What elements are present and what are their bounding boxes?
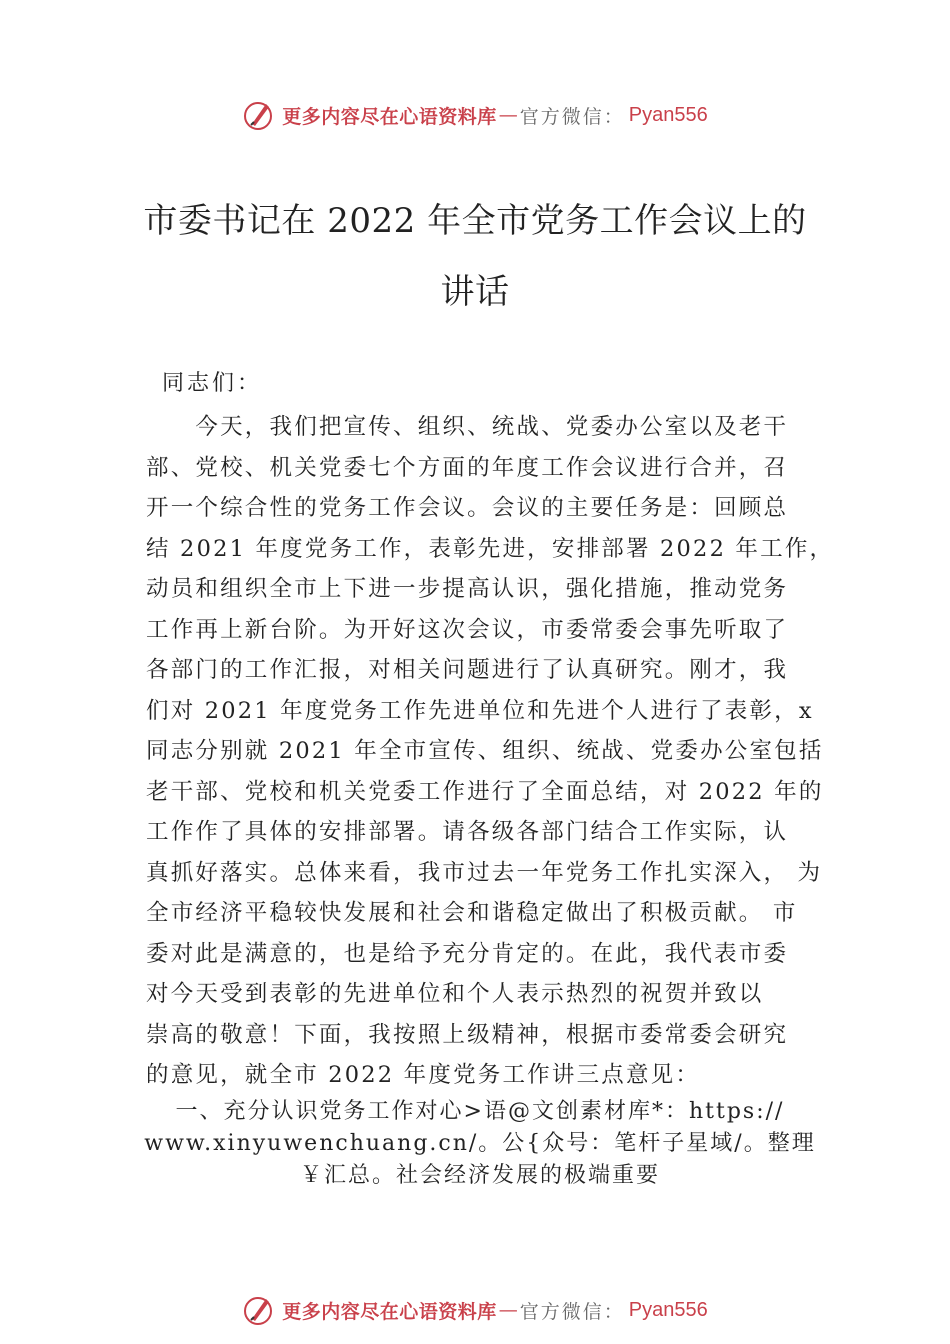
body-line: 同志分别就 2021 年全市宣传、组织、统战、党委办公室包括 bbox=[146, 738, 824, 764]
title-line-2: 讲话 bbox=[440, 272, 510, 312]
body-line: 委对此是满意的，也是给予充分肯定的。在此，我代表市委 bbox=[146, 940, 789, 967]
banner-wechat-label: 官方微信： bbox=[519, 1300, 625, 1323]
body-line: 开一个综合性的党务工作会议。会议的主要任务是：回顾总 bbox=[146, 495, 789, 521]
header-watermark-banner bbox=[0, 95, 950, 135]
section-heading-1 bbox=[140, 1096, 820, 1192]
quill-pen-logo-icon bbox=[242, 98, 276, 132]
body-line: 各部门的工作汇报，对相关问题进行了认真研究。刚才，我 bbox=[146, 657, 789, 683]
heading-line: ￥汇总。社会经济发展的极端重要 bbox=[299, 1163, 660, 1188]
body-line: 们对 2021 年度党务工作先进单位和先进个人进行了表彰，x bbox=[146, 697, 814, 724]
body-line: 对今天受到表彰的先进单位和个人表示热烈的祝贺并致以 bbox=[146, 981, 764, 1007]
body-line: 结 2021 年度党务工作，表彰先进，安排部署 2022 年工作， bbox=[146, 535, 835, 562]
body-line: 工作再上新台阶。为开好这次会议，市委常委会事先听取了 bbox=[146, 616, 789, 643]
body-line: 工作作了具体的安排部署。请各级各部门结合工作实际，认 bbox=[146, 819, 789, 845]
body-paragraph bbox=[146, 407, 835, 1096]
body-line: 今天，我们把宣传、组织、统战、党委办公室以及老干 bbox=[146, 414, 789, 440]
body-line: 动员和组织全市上下进一步提高认识，强化措施，推动党务 bbox=[146, 576, 789, 602]
footer-watermark-banner bbox=[0, 1290, 950, 1330]
title-line-1: 市委书记在 2022 年全市党务工作会议上的 bbox=[143, 201, 807, 241]
body-line: 部、党校、机关党委七个方面的年度工作会议进行合并，召 bbox=[146, 454, 789, 481]
banner-wechat-label: 官方微信： bbox=[519, 105, 625, 128]
quill-pen-logo-icon bbox=[242, 1293, 276, 1327]
banner-brand-text: 更多内容尽在心语资料库 bbox=[282, 105, 497, 128]
banner-dash: — bbox=[498, 104, 518, 126]
banner-wechat-id: Pyan556 bbox=[628, 1298, 708, 1321]
body-line: 全市经济平稳较快发展和社会和谐稳定做出了积极贡献。 市 bbox=[146, 900, 798, 926]
body-line: 崇高的敬意！下面，我按照上级精神，根据市委常委会研究 bbox=[146, 1021, 789, 1048]
heading-line: www.xinyuwenchuang.cn/。公{众号：笔杆子星域/。整理 bbox=[144, 1131, 816, 1156]
document-title bbox=[80, 186, 870, 328]
body-line: 真抓好落实。总体来看，我市过去一年党务工作扎实深入， 为 bbox=[146, 859, 823, 886]
banner-brand-text: 更多内容尽在心语资料库 bbox=[282, 1300, 497, 1323]
heading-line: 一、充分认识党务工作对心>语@文创素材库*：https:// bbox=[175, 1099, 785, 1124]
body-line: 的意见，就全市 2022 年度党务工作讲三点意见： bbox=[146, 1062, 701, 1088]
banner-dash: — bbox=[498, 1299, 518, 1321]
body-line: 老干部、党校和机关党委工作进行了全面总结，对 2022 年的 bbox=[146, 778, 824, 805]
salutation: 同志们： bbox=[162, 371, 263, 396]
banner-wechat-id: Pyan556 bbox=[628, 103, 708, 126]
